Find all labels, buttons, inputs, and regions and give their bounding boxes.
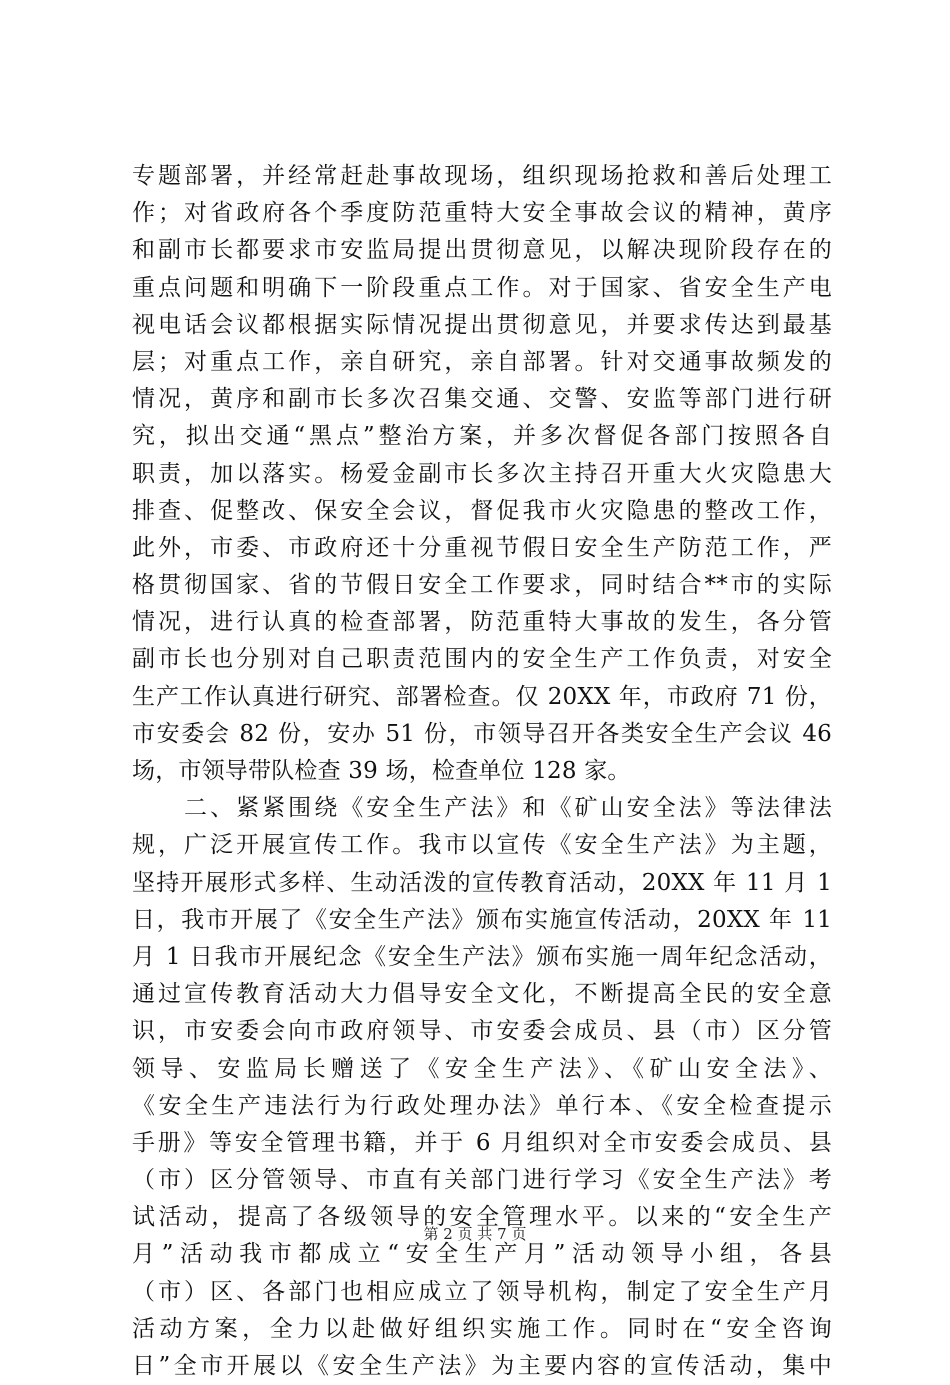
text-line: 情况，黄序和副市长多次召集交通、交警、安监等部门进行研 [132, 386, 832, 413]
text-line: 试活动，提高了各级领导的安全管理水平。以来的“安全生产 [132, 1204, 832, 1231]
text-line: 《安全生产违法行为行政处理办法》单行本、《安全检查提示 [132, 1092, 832, 1119]
text-line: 作；对省政府各个季度防范重特大安全事故会议的精神，黄序 [132, 200, 832, 227]
text-line: 专题部署，并经常赶赴事故现场，组织现场抢救和善后处理工 [132, 163, 832, 189]
text-line: 月”活动我市都成立“安全生产月”活动领导小组，各县 [132, 1241, 832, 1268]
text-line: 市安委会 82 份，安办 51 份，市领导召开各类安全生产会议 46 [132, 720, 832, 747]
text-line: 场，市领导带队检查 39 场，检查单位 128 家。 [132, 758, 631, 784]
text-line: 视电话会议都根据实际情况提出贯彻意见，并要求传达到最基 [132, 311, 832, 338]
text-line: 领导、安监局长赠送了《安全生产法》、《矿山安全法》、 [132, 1055, 832, 1082]
text-line: 职责，加以落实。杨爱金副市长多次主持召开重大火灾隐患大 [132, 460, 832, 487]
text-line: 格贯彻国家、省的节假日安全工作要求，同时结合**市的实际 [132, 572, 832, 599]
text-line: 规，广泛开展宣传工作。我市以宣传《安全生产法》为主题， [132, 832, 832, 859]
page-number-footer: 第 2 页 共 7 页 [423, 1225, 527, 1243]
text-line: （市）区分管领导、市直有关部门进行学习《安全生产法》考 [132, 1167, 832, 1194]
text-line: （市）区、各部门也相应成立了领导机构，制定了安全生产月 [132, 1278, 832, 1305]
text-line: 排查、促整改、保安全会议，督促我市火灾隐患的整改工作， [132, 497, 832, 524]
text-line: 情况，进行认真的检查部署，防范重特大事故的发生，各分管 [132, 609, 832, 636]
body-text [132, 158, 832, 1385]
text-line: 日，我市开展了《安全生产法》颁布实施宣传活动，20XX 年 11 [132, 906, 832, 933]
text-line: 坚持开展形式多样、生动活泼的宣传教育活动，20XX 年 11 月 1 [132, 869, 832, 896]
text-line: 月 1 日我市开展纪念《安全生产法》颁布实施一周年纪念活动， [132, 943, 832, 970]
text-line: 活动方案，全力以赴做好组织实施工作。同时在“安全咨询 [132, 1315, 832, 1342]
text-line: 副市长也分别对自己职责范围内的安全生产工作负责，对安全 [132, 646, 832, 673]
text-line: 究，拟出交通“黑点”整治方案，并多次督促各部门按照各自 [132, 423, 832, 450]
text-line: 层；对重点工作，亲自研究，亲自部署。针对交通事故频发的 [132, 348, 832, 375]
text-line: 和副市长都要求市安监局提出贯彻意见，以解决现阶段存在的 [132, 237, 832, 264]
text-line: 生产工作认真进行研究、部署检查。仅 20XX 年，市政府 71 份， [132, 683, 832, 710]
text-line: 手册》等安全管理书籍，并于 6 月组织对全市安委会成员、县 [132, 1129, 832, 1156]
text-line: 此外，市委、市政府还十分重视节假日安全生产防范工作，严 [132, 534, 832, 561]
text-line: 二、紧紧围绕《安全生产法》和《矿山安全法》等法律法 [132, 795, 832, 822]
text-line: 识，市安委会向市政府领导、市安委会成员、县（市）区分管 [132, 1018, 832, 1045]
text-line: 通过宣传教育活动大力倡导安全文化，不断提高全民的安全意 [132, 981, 832, 1008]
text-line: 日”全市开展以《安全生产法》为主要内容的宣传活动，集中 [132, 1353, 832, 1379]
text-line: 重点问题和明确下一阶段重点工作。对于国家、省安全生产电 [132, 274, 832, 301]
